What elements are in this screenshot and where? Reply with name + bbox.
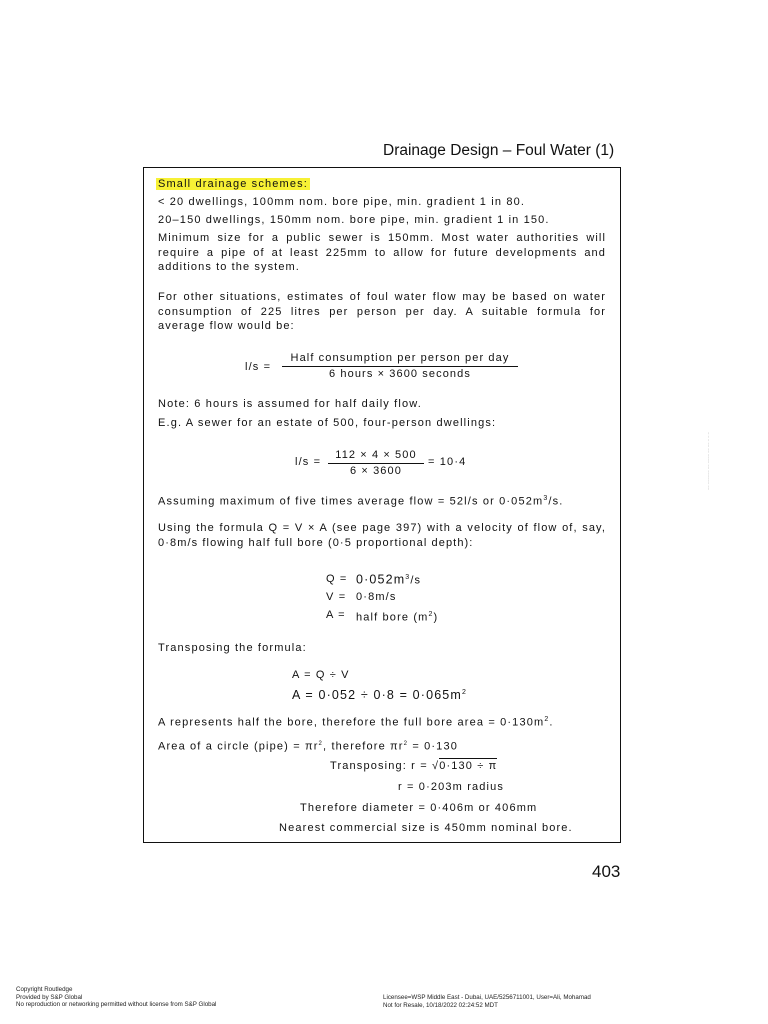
circle-text-c: = 0·130: [408, 740, 458, 753]
formula1-fraction: [282, 352, 518, 381]
var-q-number: 0·052m: [356, 572, 406, 587]
side-watermark: ~~ ~~~~~~ ~~ ~~~~ ~~ ~~ ~ ~ ~: [706, 432, 711, 490]
section-heading: [156, 177, 310, 191]
var-a-text: half bore (m: [356, 611, 429, 624]
half-bore-line: [158, 713, 554, 730]
footer-left-line: Provided by S&P Global: [16, 993, 83, 1001]
transposing-r-lhs: Transposing: r =: [330, 760, 428, 772]
var-q-tail: /s: [410, 574, 422, 587]
footer-right: [383, 994, 591, 1009]
var-q-sup: 3: [405, 574, 411, 581]
transposing-heading: Transposing the formula:: [158, 642, 307, 654]
radicand: 0·130 ÷ π: [439, 760, 498, 772]
equation-1: A = Q ÷ V: [292, 669, 350, 681]
nearest-size-line: Nearest commercial size is 450mm nominal bore.: [279, 822, 573, 834]
highlighted-heading: Small drainage schemes:: [158, 178, 308, 190]
transposing-r-line: [330, 759, 497, 773]
var-v-lhs: V =: [326, 591, 347, 603]
var-a-sup: 2: [428, 611, 434, 618]
equation-2-text: A = 0·052 ÷ 0·8 = 0·065m: [292, 688, 462, 703]
formula1-denominator: 6 hours × 3600 seconds: [329, 368, 471, 380]
var-a-lhs: A =: [326, 609, 346, 621]
equation-2: [292, 686, 467, 702]
formula2-lhs: l/s =: [295, 456, 322, 468]
formula2-fraction: [328, 449, 424, 478]
assumption-tail: /s.: [548, 495, 564, 508]
paragraph-using-formula: Using the formula Q = V × A (see page 397) with a velocity of flow of, say, 0·8m/s flowing half full bore (0·5 proportional depth):: [158, 522, 606, 549]
formula1-numerator: Half consumption per person per day: [282, 352, 518, 367]
circle-text-b: , therefore πr: [323, 740, 404, 753]
half-bore-tail: .: [549, 716, 554, 729]
sqrt-icon: √: [432, 760, 440, 772]
circle-sup-1: 2: [318, 741, 324, 747]
rule-line-1: < 20 dwellings, 100mm nom. bore pipe, min. gradient 1 in 80.: [158, 196, 526, 208]
var-a-tail: ): [433, 611, 439, 624]
circle-area-line: [158, 737, 458, 754]
assumption-line: [158, 492, 563, 509]
formula2-denominator: 6 × 3600: [350, 465, 402, 477]
footer-left-line: Copyright Routledge: [16, 986, 73, 993]
var-q-value: [356, 571, 421, 588]
formula2-result: = 10·4: [428, 456, 467, 468]
half-bore-text: A represents half the bore, therefore the full bore area = 0·130m: [158, 716, 545, 729]
circle-text-a: Area of a circle (pipe) = πr: [158, 740, 319, 753]
footer-right-line: Licensee=WSP Middle East - Dubai, UAE/5256711001, User=Ali, Mohamad: [383, 994, 591, 1001]
radius-line: r = 0·203m radius: [398, 781, 505, 793]
paragraph-other-situations: For other situations, estimates of foul water flow may be based on water consumption of 225 litres per person per day. A suitable formula for average flow would be:: [158, 291, 606, 333]
note-line: Note: 6 hours is assumed for half daily flow.: [158, 398, 422, 410]
footer-right-line: Not for Resale, 10/18/2022 02:24:52 MDT: [383, 1001, 498, 1009]
assumption-text: Assuming maximum of five times average flow = 52l/s or 0·052m: [158, 495, 544, 508]
var-v-value: 0·8m/s: [356, 591, 397, 603]
diameter-line: Therefore diameter = 0·406m or 406mm: [300, 802, 538, 814]
page-title: Drainage Design – Foul Water (1): [383, 142, 615, 159]
var-q-lhs: Q =: [326, 573, 348, 585]
half-bore-sup: 2: [544, 716, 550, 723]
formula1-lhs: l/s =: [245, 361, 272, 373]
paragraph-public-sewer: Minimum size for a public sewer is 150mm. Most water authorities will require a pipe of at least 225mm to allow for future developments and additions to the system.: [158, 232, 606, 274]
formula2-numerator: 112 × 4 × 500: [328, 449, 424, 464]
assumption-sup: 3: [543, 495, 549, 502]
example-line: E.g. A sewer for an estate of 500, four-person dwellings:: [158, 417, 497, 429]
equation-2-sup: 2: [461, 689, 468, 696]
footer-left-line: No reproduction or networking permitted without license from S&P Global: [16, 1001, 217, 1009]
circle-sup-2: 2: [403, 741, 409, 747]
rule-line-2: 20–150 dwellings, 150mm nom. bore pipe, min. gradient 1 in 150.: [158, 214, 550, 226]
page-number: 403: [592, 862, 621, 881]
footer-left: [16, 986, 216, 1009]
var-a-value: [356, 608, 438, 625]
